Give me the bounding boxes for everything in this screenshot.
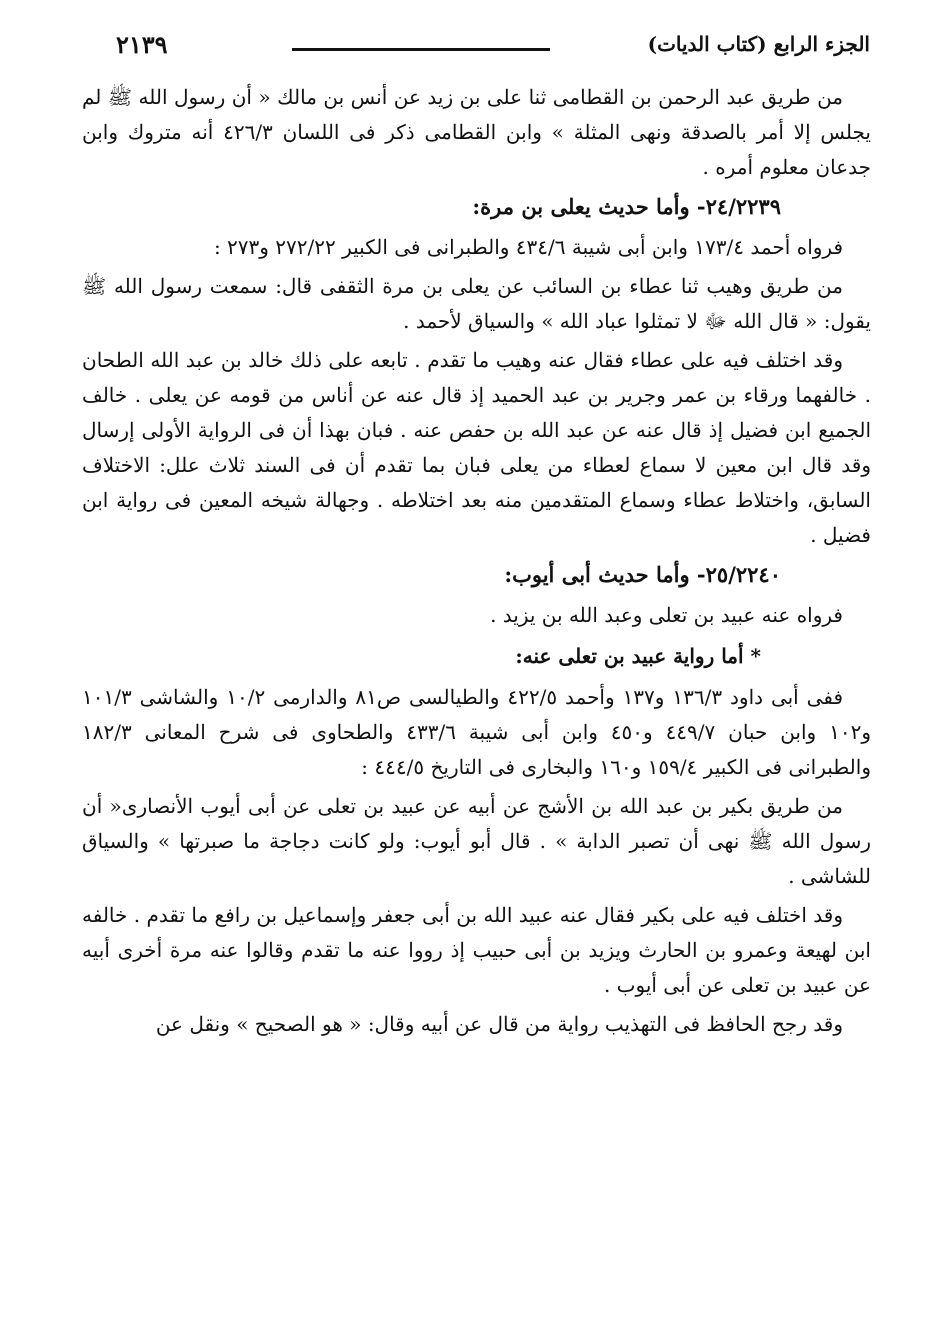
paragraph-5: فرواه عنه عبيد بن تعلى وعبد الله بن يزيد . <box>490 603 843 627</box>
paragraph-4: وقد اختلف فيه على عطاء فقال عنه وهيب ما تقدم . تابعه على ذلك خالد بن عبد الله الطحان . خالفهما ورقاء بن عمر وجرير بن عبد الحميد إذ قال عنه عن أناس من قومه عن يعلى . خالف الجميع ابن فضيل إذ قال عنه عن عبد الله بن حفص عنه . فبان بهذا أن فى الرواية الأولى إرسال وقد قال ابن معين لا سماع لعطاء من يعلى فبان بما تقدم أن فى السند ثلاث علل: الاختلاف السابق، واختلاط عطاء وسماع المتقدمين منه بعد اختلاطه . وجهالة شيخه المعين فى رواية ابن فضيل . <box>82 348 872 547</box>
paragraph-8: وقد اختلف فيه على بكير فقال عنه عبيد الله بن أبى جعفر وإسماعيل بن رافع ما تقدم . خالفه ابن لهيعة وعمرو بن الحارث ويزيد بن أبى حبيب إذ رووا عنه ما تقدم وقالوا عنه مرة أخرى أبيه عن عبيد بن تعلى عن أبى أيوب . <box>82 903 871 997</box>
subheading-ubayd-riwaya: * أما رواية عبيد بن تعلى عنه: <box>515 644 761 668</box>
page-header <box>100 30 870 66</box>
section-heading-2240: ٢٥/٢٢٤٠- وأما حديث أبى أيوب: <box>504 562 781 587</box>
page-number: ٢١٣٩ <box>116 30 168 59</box>
page-body <box>82 80 871 1046</box>
paragraph-1: من طريق عبد الرحمن بن القطامى ثنا على بن زيد عن أنس بن مالك « أن رسول الله ﷺ لم يجلس إلا أمر بالصدقة ونهى المثلة » وابن القطامى ذكر فى اللسان ٤٢٦/٣ أنه متروك وابن جدعان معلوم أمره . <box>82 85 871 179</box>
paragraph-3: من طريق وهيب ثنا عطاء بن السائب عن يعلى بن مرة الثقفى قال: سمعت رسول الله ﷺ يقول: « قال الله ﷻ لا تمثلوا عباد الله » والسياق لأحمد . <box>82 274 871 333</box>
running-title: الجزء الرابع (كتاب الديات) <box>647 32 870 56</box>
paragraph-7: من طريق بكير بن عبد الله بن الأشج عن أبيه عن عبيد بن تعلى عن أبى أيوب الأنصارى« أن رسول الله ﷺ نهى أن تصبر الدابة » . قال أبو أيوب: ولو كانت دجاجة ما صبرتها » والسياق للشاشى . <box>82 794 871 888</box>
paragraph-2: فرواه أحمد ١٧٣/٤ وابن أبى شيبة ٤٣٤/٦ والطبرانى فى الكبير ٢٧٢/٢٢ و٢٧٣ : <box>213 235 843 259</box>
paragraph-6: ففى أبى داود ١٣٦/٣ و١٣٧ وأحمد ٤٢٢/٥ والطيالسى ص٨١ والدارمى ١٠/٢ والشاشى ١٠١/٣ و١٠٢ وابن حبان ٤٤٩/٧ و٤٥٠ وابن أبى شيبة ٤٣٣/٦ والطحاوى فى شرح المعانى ١٨٢/٣ والطبرانى فى الكبير ١٥٩/٤ و١٦٠ والبخارى فى التاريخ ٤٤٤/٥ : <box>82 685 871 779</box>
paragraph-9: وقد رجح الحافظ فى التهذيب رواية من قال عن أبيه وقال: « هو الصحيح » ونقل عن <box>155 1012 843 1036</box>
header-rule <box>292 48 550 51</box>
section-heading-2239: ٢٤/٢٢٣٩- وأما حديث يعلى بن مرة: <box>472 194 781 219</box>
